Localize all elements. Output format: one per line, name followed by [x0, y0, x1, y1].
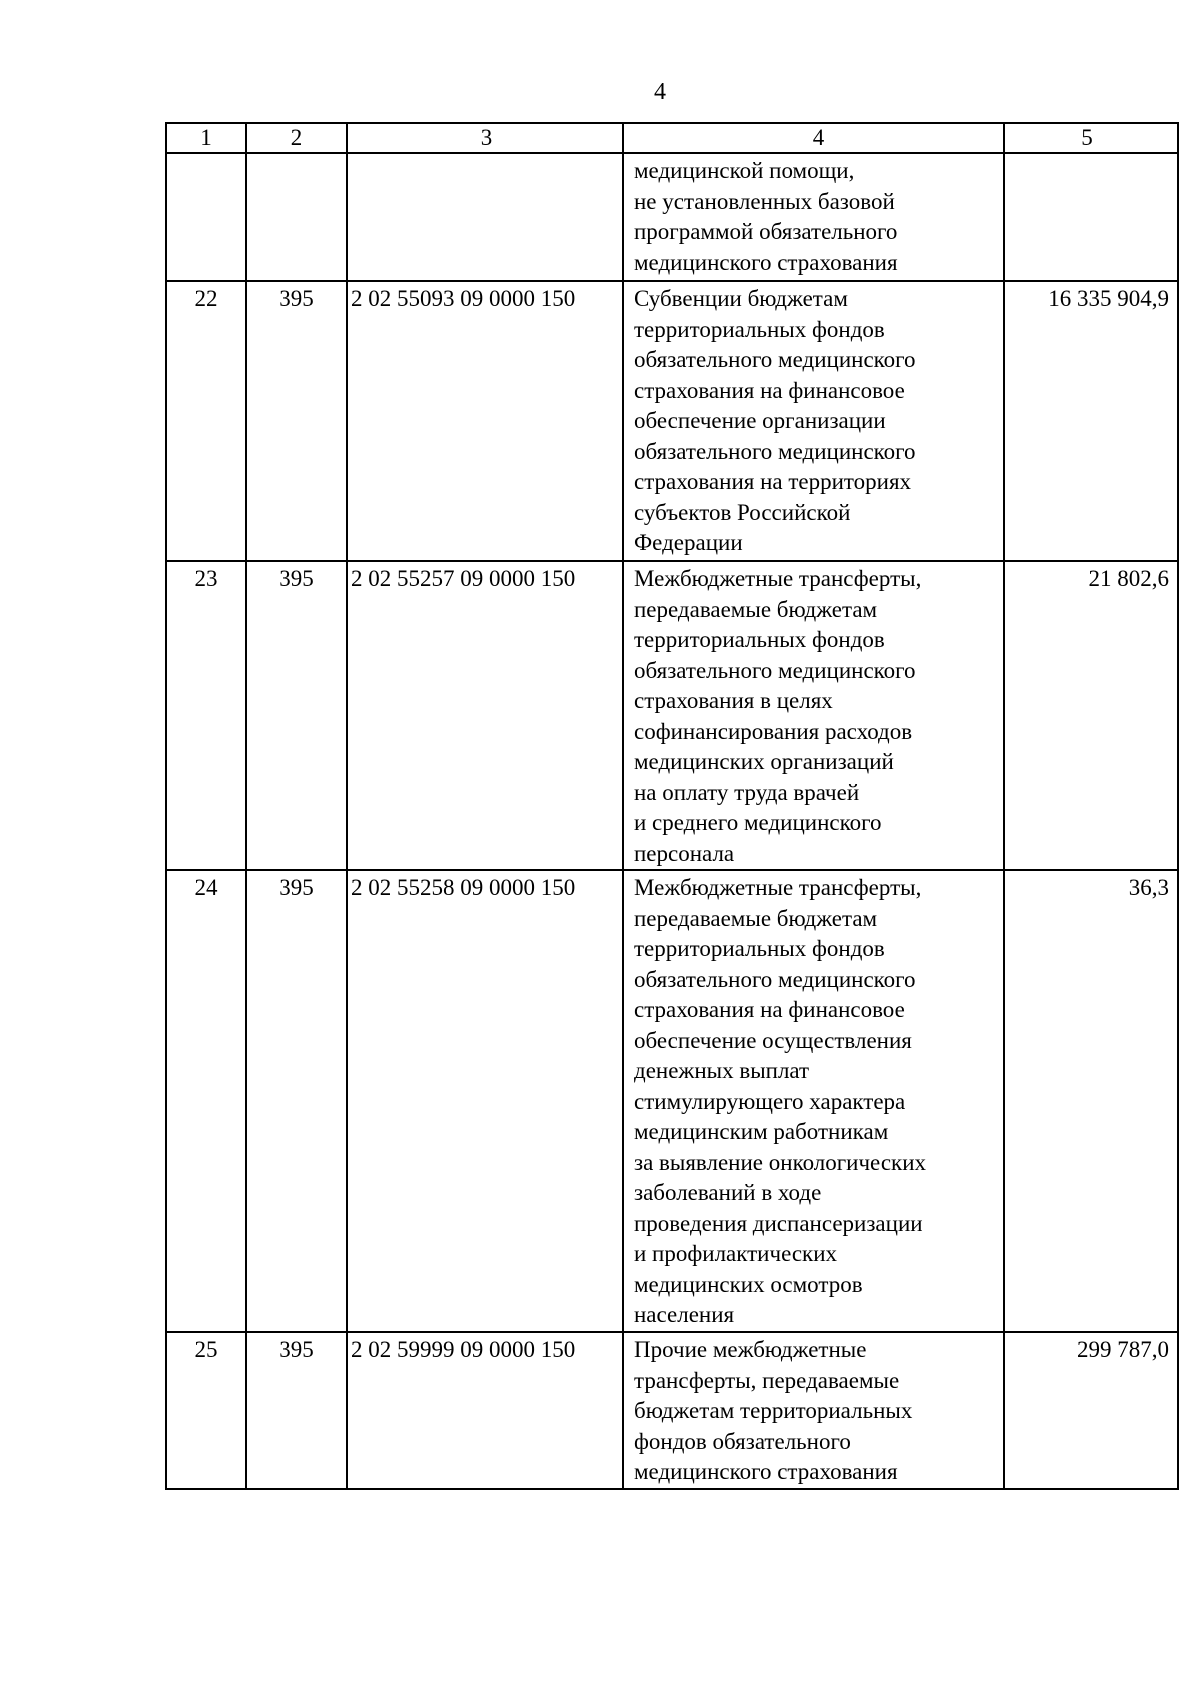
cell-description: [623, 870, 1004, 1332]
cell-admin-code: [246, 153, 347, 281]
cell-kbk: [347, 153, 623, 281]
cell-kbk: 2 02 55257 09 0000 150: [347, 561, 623, 870]
cell-description: [623, 153, 1004, 281]
description-line: не установленных базовой: [634, 188, 895, 214]
cell-kbk: 2 02 55093 09 0000 150: [347, 281, 623, 561]
description-line: страхования на финансовое: [634, 997, 905, 1022]
description-line: передаваемые бюджетам: [634, 596, 878, 622]
header-col-3: 3: [347, 123, 623, 153]
description-line: медицинских осмотров: [634, 1271, 863, 1297]
description-line: фондов обязательного: [634, 1428, 851, 1454]
description-line: медицинских организаций: [634, 749, 894, 774]
page-number: 4: [654, 79, 666, 105]
description-line: Межбюджетные трансферты,: [634, 566, 922, 591]
description-line: страхования в целях: [634, 688, 833, 713]
description-line: территориальных фондов: [634, 627, 885, 652]
header-col-4: 4: [623, 123, 1004, 153]
description-line: стимулирующего характера: [634, 1088, 906, 1114]
description-line: Межбюджетные трансферты,: [634, 875, 922, 900]
description-line: денежных выплат: [634, 1058, 810, 1083]
table-row: [166, 281, 1178, 561]
description-line: трансферты, передаваемые: [634, 1367, 900, 1393]
table-row-continuation: [166, 153, 1178, 281]
description-line: Субвенции бюджетам: [634, 286, 848, 311]
cell-admin-code: 395: [246, 281, 347, 561]
cell-num: 23: [166, 561, 246, 870]
cell-admin-code: 395: [246, 870, 347, 1332]
description-line: Прочие межбюджетные: [634, 1337, 867, 1362]
cell-description: [623, 561, 1004, 870]
description-line: заболеваний в ходе: [634, 1180, 822, 1205]
cell-amount: 36,3: [1004, 870, 1178, 1332]
description-line: обеспечение осуществления: [634, 1027, 912, 1053]
cell-admin-code: 395: [246, 1332, 347, 1489]
description-line: на оплату труда врачей: [634, 779, 860, 805]
description-line: населения: [634, 1302, 735, 1327]
cell-kbk: 2 02 59999 09 0000 150: [347, 1332, 623, 1489]
description-line: обязательного медицинского: [634, 347, 916, 372]
description-line: медицинским работникам: [634, 1119, 889, 1144]
description-line: персонала: [634, 840, 735, 866]
description-line: субъектов Российской: [634, 499, 851, 525]
description-line: обязательного медицинского: [634, 966, 916, 992]
cell-amount: 21 802,6: [1004, 561, 1178, 870]
cell-amount: 16 335 904,9: [1004, 281, 1178, 561]
description-line: территориальных фондов: [634, 936, 885, 961]
table-row: [166, 870, 1178, 1332]
description-line: страхования на территориях: [634, 469, 912, 494]
description-line: обеспечение организации: [634, 408, 886, 433]
cell-description: [623, 1332, 1004, 1489]
cell-admin-code: 395: [246, 561, 347, 870]
header-col-2: 2: [246, 123, 347, 153]
description-line: софинансирования расходов: [634, 718, 913, 744]
cell-amount: 299 787,0: [1004, 1332, 1178, 1489]
budget-table: [165, 122, 1179, 1490]
cell-description: [623, 281, 1004, 561]
description-line: страхования на финансовое: [634, 377, 905, 403]
table-row: [166, 561, 1178, 870]
description-line: Федерации: [634, 530, 743, 555]
header-col-5: 5: [1004, 123, 1178, 153]
description-line: территориальных фондов: [634, 316, 885, 342]
table-header-row: [166, 123, 1178, 153]
header-col-1: 1: [166, 123, 246, 153]
cell-num: 22: [166, 281, 246, 561]
cell-num: 24: [166, 870, 246, 1332]
description-line: бюджетам территориальных: [634, 1398, 913, 1423]
description-line: медицинского страхования: [634, 1459, 898, 1484]
table-row: [166, 1332, 1178, 1489]
cell-kbk: 2 02 55258 09 0000 150: [347, 870, 623, 1332]
description-line: и среднего медицинского: [634, 810, 882, 835]
description-line: медицинской помощи,: [634, 158, 855, 183]
description-line: обязательного медицинского: [634, 438, 916, 464]
description-line: за выявление онкологических: [634, 1149, 927, 1175]
description-line: обязательного медицинского: [634, 657, 916, 683]
cell-num: 25: [166, 1332, 246, 1489]
cell-amount: [1004, 153, 1178, 281]
description-line: программой обязательного: [634, 219, 898, 244]
cell-num: [166, 153, 246, 281]
description-line: и профилактических: [634, 1241, 838, 1266]
description-line: проведения диспансеризации: [634, 1210, 923, 1236]
description-line: медицинского страхования: [634, 249, 898, 275]
description-line: передаваемые бюджетам: [634, 905, 878, 931]
